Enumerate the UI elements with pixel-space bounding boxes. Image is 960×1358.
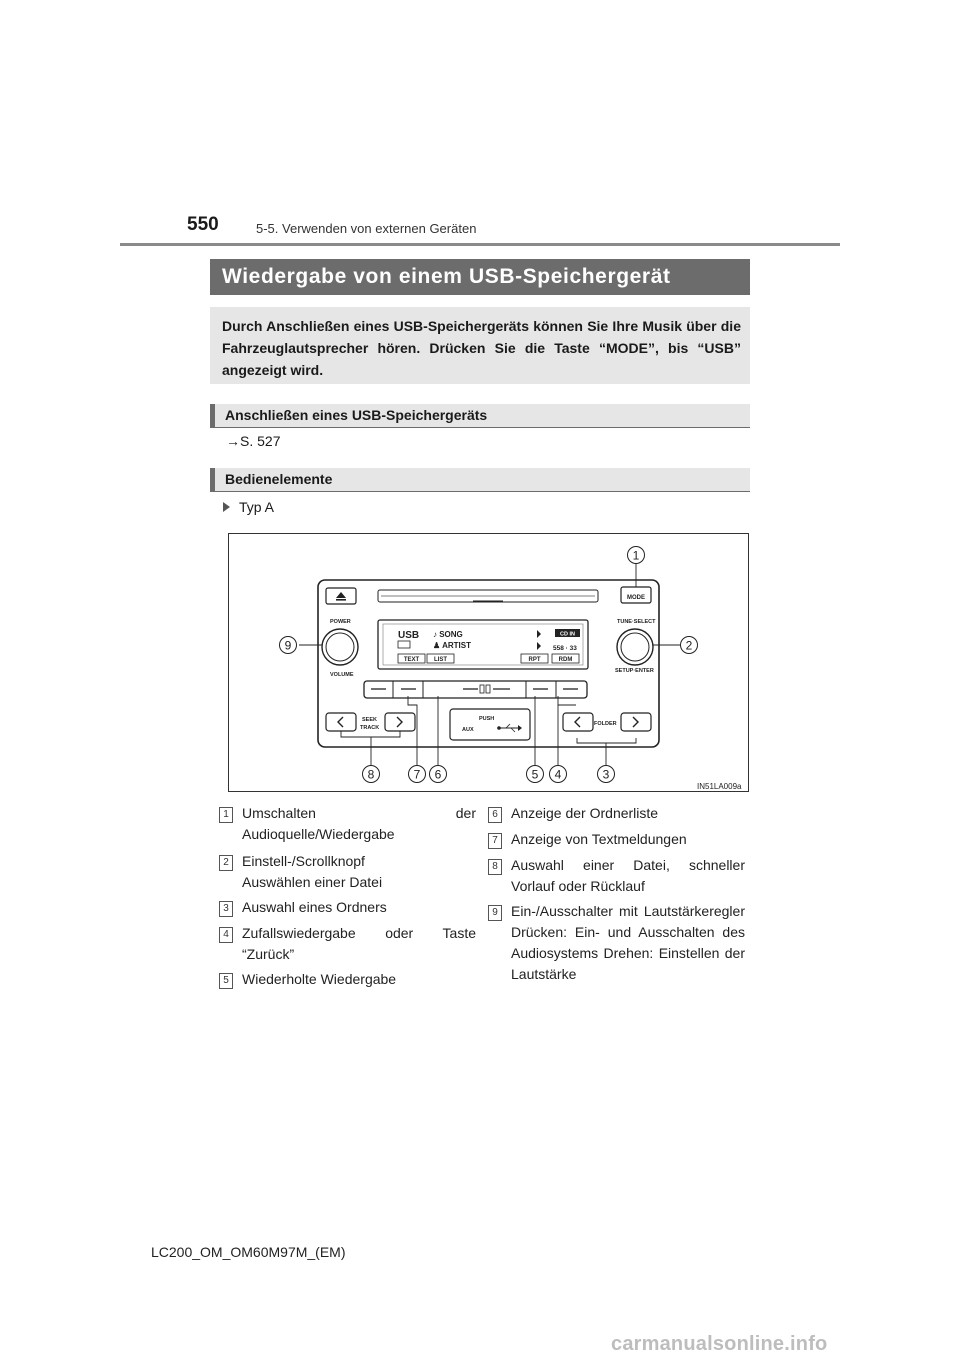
callout-desc-num-5: 5 — [219, 973, 233, 989]
callout-desc-3: Auswahl eines Ordners — [242, 899, 387, 915]
callout-num-4: 4 — [554, 767, 562, 782]
callout-desc-num-4: 4 — [219, 927, 233, 943]
setup-enter-label: SETUP·ENTER — [615, 668, 654, 674]
tune-select-label: TUNE·SELECT — [617, 619, 656, 625]
page-reference-link[interactable]: →S. 527 — [226, 433, 281, 449]
type-label — [223, 499, 274, 515]
display-cdin: CD IN — [560, 631, 575, 638]
display-rpt-label: RPT — [528, 657, 541, 663]
volume-knob-inner — [326, 633, 354, 661]
callout-num-3: 3 — [602, 767, 610, 782]
eject-icon-bar — [336, 599, 346, 601]
figure-code: IN51LA009a — [697, 782, 742, 791]
document-code: LC200_OM_OM60M97M_(EM) — [151, 1244, 346, 1260]
callout-desc-8: Auswahl einer Datei, schneller Vorlauf oder Rücklauf — [511, 857, 745, 894]
callout-num-9: 9 — [284, 638, 292, 653]
callout-desc-5: Wiederholte Wiedergabe — [242, 971, 397, 987]
callout-desc-4: Zufallswiedergabe oder Taste “Zurück” — [242, 925, 476, 962]
tune-knob-inner — [621, 633, 649, 661]
mode-button-label: MODE — [627, 595, 645, 601]
audio-unit-diagram — [228, 533, 749, 792]
page-number: 550 — [187, 214, 219, 235]
display-time: 558 · 33 — [553, 645, 577, 652]
seek-forward-button — [385, 713, 415, 731]
display-song: ♪ SONG — [433, 630, 463, 639]
callout-desc-num-3: 3 — [219, 901, 233, 917]
power-label: POWER — [330, 619, 351, 625]
section-title: 5-5. Verwenden von externen Geräten — [256, 221, 477, 236]
volume-label: VOLUME — [330, 672, 354, 678]
folder-back-button — [563, 713, 593, 731]
seek-back-button — [326, 713, 356, 731]
subheading-connect: Anschließen eines USB-Speichergeräts — [210, 404, 750, 428]
callout-desc-num-1: 1 — [219, 807, 233, 823]
callout-desc-2: Einstell-/Scrollknopf Auswählen einer Datei — [242, 853, 383, 890]
aux-label: AUX — [462, 727, 474, 733]
intro-box: Durch Anschließen eines USB-Speichergeräts können Sie Ihre Musik über die Fahrzeuglautsprecher hören. Drücken Sie die Taste “MODE”, bis “USB” angezeigt wird. — [210, 307, 750, 384]
type-label-text: Typ A — [239, 499, 275, 515]
display-list-label: LIST — [434, 657, 447, 663]
callout-desc-9: Ein-/Ausschalter mit Lautstärkeregler Drücken: Ein- und Ausschalten des Audiosystems Drehen: Einstellen der Lautstärke — [511, 903, 745, 982]
callout-desc-num-9: 9 — [488, 905, 502, 921]
callout-num-2: 2 — [685, 638, 693, 653]
callout-desc-1: Umschalten der Audioquelle/Wiedergabe — [242, 805, 476, 842]
callout-num-6: 6 — [434, 767, 442, 782]
display-artist: ♟ ARTIST — [433, 641, 471, 650]
callout-desc-num-6: 6 — [488, 807, 502, 823]
callout-desc-num-2: 2 — [219, 855, 233, 871]
display-text-label: TEXT — [403, 657, 420, 663]
callout-num-8: 8 — [367, 767, 375, 782]
callout-desc-6: Anzeige der Ordnerliste — [511, 805, 659, 821]
callout-desc-num-8: 8 — [488, 859, 502, 875]
display-rdm-label: RDM — [558, 657, 573, 663]
display-usb: USB — [398, 630, 420, 641]
callout-num-7: 7 — [413, 767, 421, 782]
seek-label: SEEK — [362, 717, 377, 723]
triangle-bullet-icon — [223, 502, 230, 512]
main-heading: Wiedergabe von einem USB-Speichergerät — [210, 259, 750, 295]
callout-desc-num-7: 7 — [488, 833, 502, 849]
folder-label: FOLDER — [594, 721, 617, 727]
usb-aux-port — [450, 709, 530, 740]
header-divider — [120, 243, 840, 246]
callout-num-1: 1 — [632, 548, 640, 563]
callout-desc-7: Anzeige von Textmeldungen — [511, 831, 687, 847]
usb-icon-dot — [497, 726, 501, 730]
callout-num-5: 5 — [531, 767, 539, 782]
push-label: PUSH — [479, 716, 495, 722]
folder-forward-button — [621, 713, 651, 731]
watermark: carmanualsonline.info — [611, 1333, 828, 1355]
track-label: TRACK — [360, 725, 380, 731]
subheading-controls: Bedienelemente — [210, 468, 750, 492]
